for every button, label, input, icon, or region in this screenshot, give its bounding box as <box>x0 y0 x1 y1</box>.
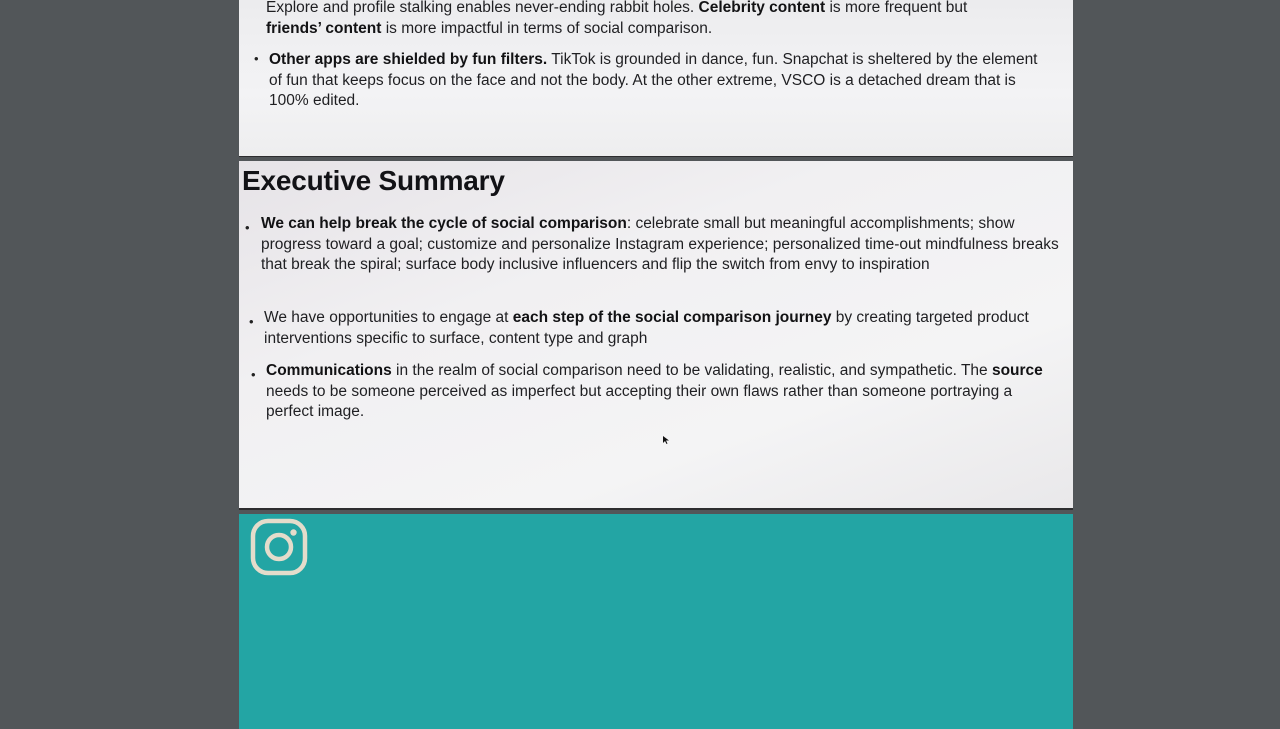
bullet-other-apps <box>269 50 1044 112</box>
bullet-bold: each step of the social comparison journey <box>512 309 832 326</box>
bullet-text: We have opportunities to engage at <box>264 309 513 326</box>
bullet-text: needs to be someone perceived as imperfect but accepting their own flaws rather than someone portraying a perfect image. <box>266 382 1013 420</box>
bullet-communications <box>266 361 1056 423</box>
bold-friends-content: friends’ content <box>266 19 382 37</box>
bullet-bold: We can help break the cycle of social comparison <box>261 215 627 232</box>
text-run: is more impactful in terms of social comparison. <box>381 19 713 37</box>
bullet-bold: Communications <box>266 362 392 379</box>
bullet-dot: • <box>254 51 259 66</box>
bullet-text: in the realm of social comparison need to be validating, realistic, and sympathetic. The <box>391 362 992 379</box>
bullet-bold: Other apps are shielded by fun filters. <box>269 51 548 68</box>
bullet-bold-source: source <box>991 362 1043 379</box>
bullet-dot: • <box>251 367 256 382</box>
bullet-text: by creating targeted product interventions specific to surface, content type and graph <box>264 309 1029 347</box>
page-title: Executive Summary <box>242 165 505 196</box>
bold-celebrity-content: Celebrity content <box>698 0 826 16</box>
bullet-dot: • <box>249 314 254 329</box>
document-page-1 <box>239 0 1073 157</box>
document-page-3 <box>239 514 1073 729</box>
text-run: Explore and profile stalking enables never-ending rabbit holes. <box>266 0 699 16</box>
text-run: is more frequent but <box>825 0 968 16</box>
instagram-logo-icon <box>250 518 308 576</box>
bullet-dot: • <box>245 220 250 235</box>
bullet-opportunities <box>264 308 1054 349</box>
bullet-break-cycle <box>261 214 1061 276</box>
mouse-cursor-icon <box>663 436 669 444</box>
paragraph-explore <box>266 0 1066 39</box>
bullet-text: TikTok is grounded in dance, fun. Snapchat is sheltered by the element of fun that keeps focus on the face and not the body. At the other extreme, VSCO is a detached dream that is 100% edited. <box>269 51 1038 109</box>
document-page-2 <box>239 161 1073 510</box>
bullet-text: : celebrate small but meaningful accomplishments; show progress toward a goal; customize and personalize Instagram experience; personalized time-out mindfulness breaks that break the spiral; surface body inclusive influencers and flip the switch from envy to inspiration <box>261 215 1059 273</box>
